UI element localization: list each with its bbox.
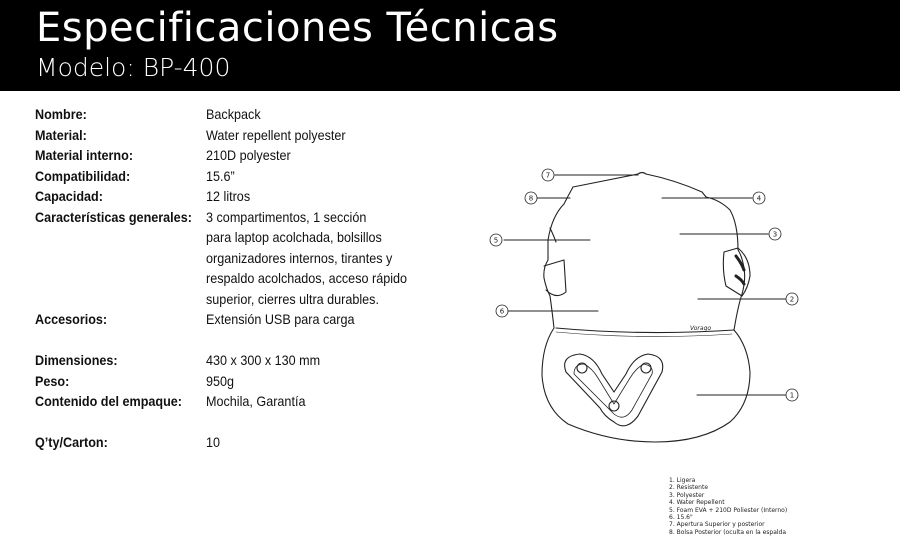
spec-row-capacidad bbox=[35, 186, 413, 207]
spec-value-line: Water repellent polyester bbox=[206, 126, 346, 143]
spec-label: Compatibilidad: bbox=[35, 167, 131, 184]
backpack-diagram bbox=[480, 160, 810, 460]
spec-value bbox=[206, 125, 413, 146]
spec-row-caracteristicas bbox=[35, 207, 413, 310]
spec-value-line: Backpack bbox=[206, 106, 261, 122]
callout-7: 7 bbox=[545, 171, 551, 180]
backpack-body-outline bbox=[542, 187, 750, 442]
legend-item: 3. Polyester bbox=[669, 491, 705, 499]
page-title: Especificaciones Técnicas bbox=[36, 5, 559, 51]
spec-value-line: 950g bbox=[206, 372, 235, 389]
spec-label: Peso: bbox=[35, 372, 70, 389]
model-subtitle: Modelo: BP-400 bbox=[36, 53, 231, 82]
spec-row-contenido bbox=[35, 391, 413, 412]
legend-item: 4. Water Repellent bbox=[669, 499, 725, 507]
legend-item: 5. Foam EVA + 210D Poliester (Interno) bbox=[669, 506, 788, 514]
spec-value-line: 10 bbox=[206, 434, 221, 450]
spec-label: Nombre: bbox=[35, 106, 87, 122]
spec-value-line: respaldo acolchados, acceso rápido bbox=[206, 270, 408, 286]
spec-row-dimensiones bbox=[35, 350, 413, 371]
spec-value-line: Extensión USB para carga bbox=[206, 311, 355, 327]
spec-value bbox=[206, 104, 413, 125]
spec-label: Contenido del empaque: bbox=[35, 393, 183, 409]
spec-value bbox=[206, 186, 413, 207]
spec-value-line: 15.6” bbox=[206, 167, 235, 184]
header-banner bbox=[0, 0, 900, 91]
spec-row-accesorios bbox=[35, 309, 413, 330]
legend-item: 7. Apertura Superior y posterior bbox=[669, 521, 765, 529]
callout-2: 2 bbox=[789, 295, 795, 304]
spec-value bbox=[206, 432, 413, 453]
legend-item: 8. Bolsa Posterior (oculta en la espalda bbox=[669, 528, 787, 536]
spec-value bbox=[206, 309, 413, 330]
legend-item: 2. Resistente bbox=[669, 484, 709, 492]
spec-value-line: organizadores internos, tirantes y bbox=[206, 249, 393, 266]
spec-label: Capacidad: bbox=[35, 188, 103, 204]
spec-value bbox=[206, 350, 413, 371]
callout-8: 8 bbox=[528, 194, 534, 203]
callout-3: 3 bbox=[772, 230, 778, 239]
spec-value-line: Mochila, Garantía bbox=[206, 393, 306, 409]
callout-5: 5 bbox=[493, 236, 499, 245]
spec-row-compatibilidad bbox=[35, 166, 413, 187]
spec-label: Material: bbox=[35, 126, 87, 143]
legend-item: 1. Ligera bbox=[669, 477, 696, 484]
feature-legend bbox=[669, 477, 894, 536]
spec-value bbox=[206, 145, 413, 166]
spec-value bbox=[206, 391, 413, 412]
spec-row-qty-carton bbox=[35, 432, 413, 453]
spec-value-line: 12 litros bbox=[206, 188, 251, 204]
callout-1: 1 bbox=[789, 391, 795, 400]
legend-item: 6. 15.6" bbox=[669, 514, 693, 522]
spec-value bbox=[206, 166, 413, 187]
spec-label: Q’ty/Carton: bbox=[35, 434, 108, 450]
spec-value-line: 210D polyester bbox=[206, 147, 291, 163]
spec-row-material bbox=[35, 125, 413, 146]
spec-label: Accesorios: bbox=[35, 311, 108, 327]
backpack-top-outline bbox=[573, 173, 706, 198]
spec-value bbox=[206, 371, 413, 392]
spec-row-peso bbox=[35, 371, 413, 392]
spec-row-material-interno bbox=[35, 145, 413, 166]
spec-label: Características generales: bbox=[35, 208, 192, 225]
spec-value-line: 3 compartimentos, 1 sección bbox=[206, 208, 367, 225]
spec-value-line: 430 x 300 x 130 mm bbox=[206, 352, 321, 368]
spec-value-line: para laptop acolchada, bolsillos bbox=[206, 229, 382, 245]
brand-label: Vorago bbox=[690, 325, 712, 332]
spec-label: Material interno: bbox=[35, 147, 134, 163]
spec-value bbox=[206, 207, 413, 310]
spec-row-nombre bbox=[35, 104, 413, 125]
spec-value-line: superior, cierres ultra durables. bbox=[206, 290, 379, 307]
spec-table bbox=[35, 104, 413, 453]
callout-6: 6 bbox=[499, 307, 505, 316]
callout-4: 4 bbox=[756, 194, 762, 203]
spec-label: Dimensiones: bbox=[35, 352, 118, 368]
